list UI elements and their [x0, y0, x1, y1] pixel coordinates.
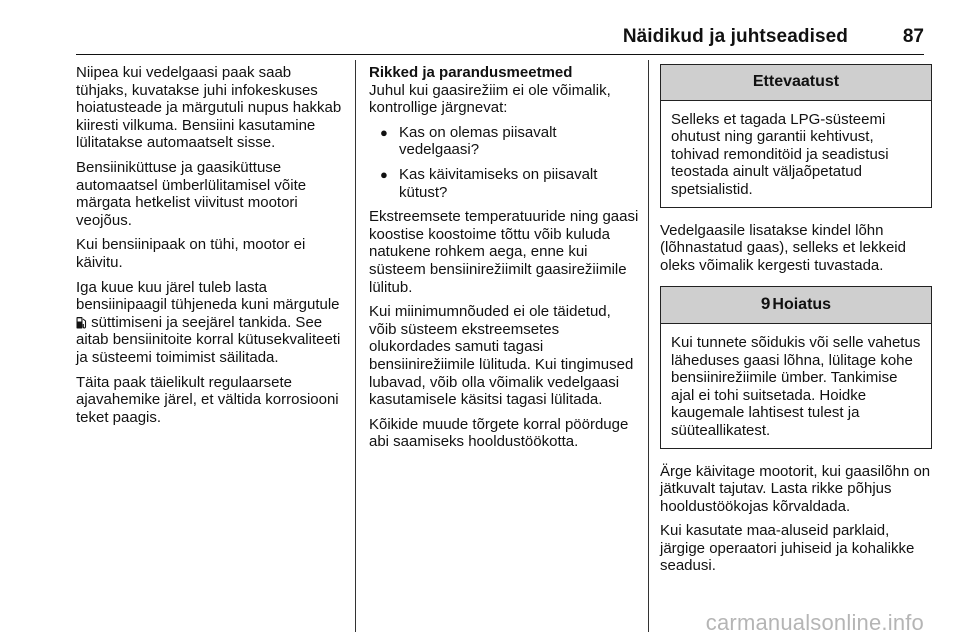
column-divider-1	[355, 60, 356, 632]
warning-body: Kui tunnete sõidukis või selle vahetus läheduses gaasi lõhna, lülitage kohe bensiinirežiimile ümber. Tankimise ajal ei tohi suitsetada. Hoidke kaugemale lahtisest tulest ja süüteallikatest.	[671, 333, 921, 439]
fuel-pump-icon	[76, 316, 87, 329]
paragraph: Kui bensiinipaak on tühi, mootor ei käivitu.	[76, 236, 306, 271]
list-item: ● Kas on olemas piisavalt vedelgaasi?	[380, 123, 557, 159]
list-item: ● Kas käivitamiseks on piisavalt kütust?	[380, 165, 598, 201]
check-list	[369, 124, 639, 201]
paragraph: Kui kasutate maa-aluseid parklaid, järgige operaatori juhiseid ja kohalikke seadusi.	[660, 522, 915, 575]
warning-title: Hoiatus	[772, 296, 832, 314]
paragraph: Niipea kui vedelgaasi paak saab tühjaks, kuvatakse juhi infokeskuses hoiatusteade ja märgutuli nupus hakkab kiiresti vilkuma. Bensiini kasutamine lülitatakse automaatselt sisse.	[76, 64, 342, 152]
column-divider-2	[648, 60, 649, 632]
page-title: Näidikud ja juhtseadised	[622, 26, 848, 47]
paragraph: Juhul kui gaasirežiim ei ole võimalik, kontrollige järgnevat:	[369, 81, 611, 117]
paragraph: Iga kuue kuu järel tuleb lasta bensiinipaagil tühjeneda kuni märgutule süttimiseni ja seejärel tankida. See aitab bensiinitoite korral kütusekvaliteeti ja süsteemi toimimist säilitada.	[76, 278, 341, 366]
paragraph: Bensiiniküttuse ja gaasiküttuse automaatsel ümberlülitamisel võite märgata hetkelist viivitust mootori veojõus.	[76, 158, 307, 229]
caution-box	[660, 64, 932, 208]
caution-title: Ettevaatust	[661, 65, 931, 101]
warning-header	[661, 287, 931, 324]
paragraph: Kui miinimumnõuded ei ole täidetud, võib süsteem ekstreemsetes olukordades samuti tagasi bensiinirežiimile lülituda. Kui tingimused lubavad, võib olla võimalik vedelgaasi kasutamisele käsitsi tagasi lülitada.	[369, 303, 634, 409]
watermark: carmanualsonline.info	[705, 610, 924, 635]
paragraph: Vedelgaasile lisatakse kindel lõhn (lõhnastatud gaas), selleks et lekkeid oleks võimalik kergesti tuvastada.	[660, 221, 906, 274]
bullet-icon: ●	[380, 166, 388, 182]
paragraph: Ekstreemsete temperatuuride ning gaasi koostise koostoime tõttu võib kuluda natukene rohkem aega, enne kui süsteem bensiinirežiimilt gaasirežiimile lülitub.	[369, 208, 639, 296]
caution-body: Selleks et tagada LPG-süsteemi ohutust ning garantii kehtivust, tohivad remonditöid ja seadistusi teostada ainult väljaõpetatud spetsialistid.	[671, 110, 889, 198]
paragraph: Kõikide muude tõrgete korral pöörduge abi saamiseks hooldustöökotta.	[369, 415, 629, 451]
page-header	[76, 24, 924, 55]
column-1	[76, 64, 344, 433]
warning-box	[660, 286, 932, 448]
warning-triangle-icon: 9	[760, 294, 771, 314]
paragraph: Ärge käivitage mootorit, kui gaasilõhn on jätkuvalt tajutav. Lasta rikke põhjus hooldustöökojas kõrvaldada.	[660, 462, 931, 515]
page-number: 87	[902, 26, 924, 47]
section-heading: Rikked ja parandusmeetmed	[369, 64, 573, 81]
bullet-icon: ●	[380, 124, 388, 140]
paragraph: Täita paak täielikult regulaarsete ajavahemike järel, et vältida korrosiooni teket paagis.	[76, 373, 339, 426]
column-2	[369, 64, 639, 458]
column-3	[660, 64, 932, 582]
